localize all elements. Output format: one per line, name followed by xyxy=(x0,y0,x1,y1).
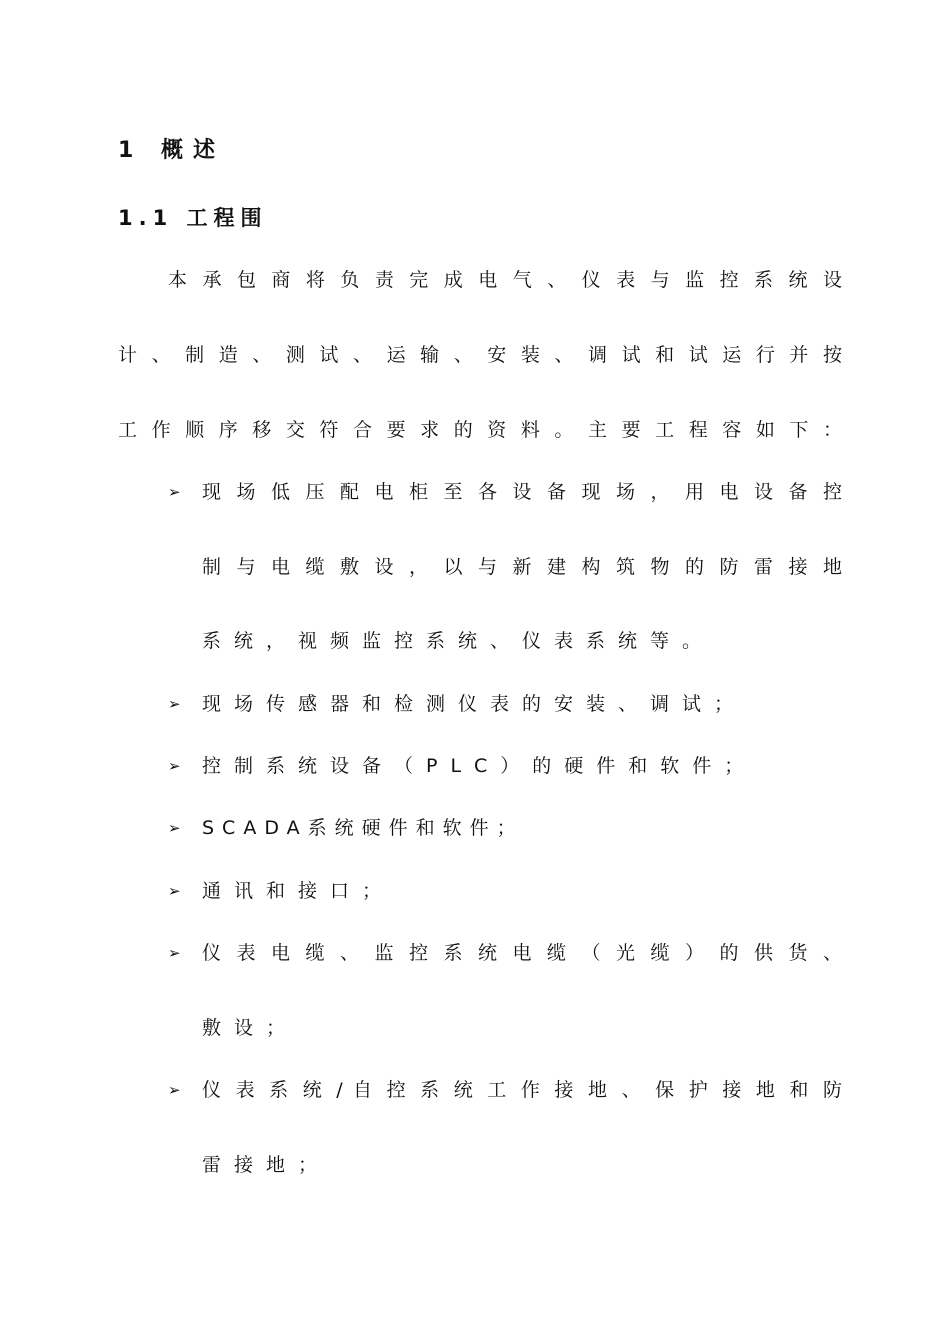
bullet-icon: ➢ xyxy=(168,882,181,900)
list-item-1-line-2: 制 与 电 缆 敷 设 ， 以 与 新 建 构 筑 物 的 防 雷 接 地 xyxy=(202,556,842,578)
list-item-6-line-2: 敷设； xyxy=(202,1017,299,1039)
list-item-5: 通讯和接口； xyxy=(202,880,395,902)
list-item-1-line-3: 系统，视频监控系统、仪表系统等。 xyxy=(202,630,715,652)
list-item-7-line-1: 仪 表 系 统 / 自 控 系 统 工 作 接 地 、 保 护 接 地 和 防 xyxy=(202,1079,842,1101)
list-item-6-line-1: 仪 表 电 缆 、 监 控 系 统 电 缆 （ 光 缆 ） 的 供 货 、 xyxy=(202,942,842,964)
list-item-3: 控制系统设备（PLC）的硬件和软件； xyxy=(202,755,757,777)
bullet-icon: ➢ xyxy=(168,1081,181,1099)
list-item-7-line-2: 雷接地； xyxy=(202,1154,331,1176)
intro-line-2: 计 、 制 造 、 测 试 、 运 输 、 安 装 、 调 试 和 试 运 行 并 按 xyxy=(118,344,842,366)
bullet-icon: ➢ xyxy=(168,819,181,837)
section-heading: 1.1 工程围 xyxy=(118,206,268,230)
intro-line-3: 工 作 顺 序 移 交 符 合 要 求 的 资 料 。 主 要 工 程 容 如 下 ： xyxy=(118,419,842,441)
chapter-heading: 1 概述 xyxy=(118,138,225,163)
bullet-icon: ➢ xyxy=(168,757,181,775)
list-item-2: 现场传感器和检测仪表的安装、调试； xyxy=(202,693,747,715)
list-item-4: SCADA系统硬件和软件； xyxy=(202,817,524,839)
list-item-1-line-1: 现 场 低 压 配 电 柜 至 各 设 备 现 场 ， 用 电 设 备 控 xyxy=(202,481,842,503)
bullet-icon: ➢ xyxy=(168,695,181,713)
bullet-icon: ➢ xyxy=(168,483,181,501)
intro-line-1: 本 承 包 商 将 负 责 完 成 电 气 、 仪 表 与 监 控 系 统 设 xyxy=(168,269,842,291)
bullet-icon: ➢ xyxy=(168,944,181,962)
